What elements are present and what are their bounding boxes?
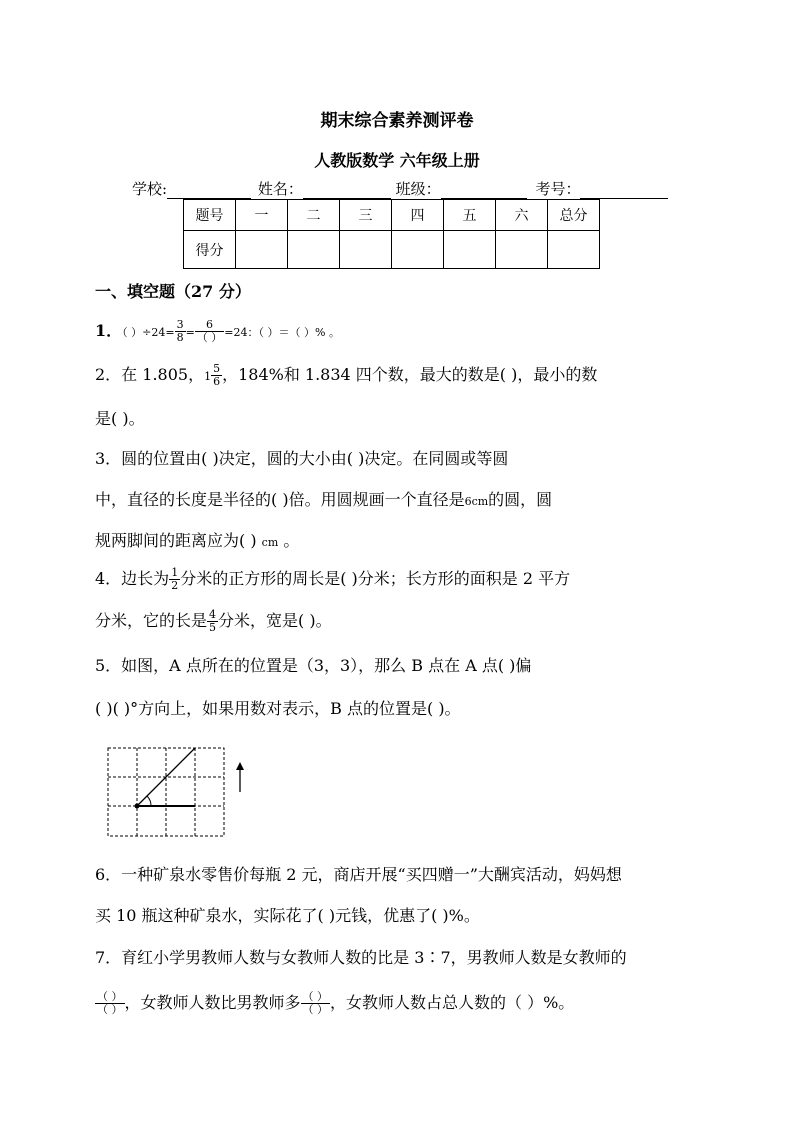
student-info-line	[132, 178, 668, 199]
score-table	[183, 199, 600, 269]
name-field[interactable]	[303, 182, 391, 199]
equals: =	[185, 326, 195, 339]
score-cell[interactable]	[288, 231, 340, 269]
question-2	[95, 362, 597, 388]
score-header-cell: 二	[288, 200, 340, 231]
question-6-line2: 买 10 瓶这种矿泉水，实际花了( )元钱，优惠了( )%。	[95, 906, 480, 925]
q2-text: ，184%和 1.834 四个数，最大的数是( )，最小的数	[222, 365, 598, 384]
score-header-cell: 总分	[548, 200, 600, 231]
q1-part2: =24：（ ）＝（ ）% 。	[224, 326, 340, 339]
score-row-label: 得分	[184, 231, 236, 269]
q2-text: 2．在 1.805，	[95, 365, 205, 384]
angle-arc	[147, 796, 151, 806]
score-table-score-row	[184, 231, 600, 269]
fraction: $\frac{1}{2}$	[171, 566, 179, 592]
score-cell[interactable]	[444, 231, 496, 269]
score-cell[interactable]	[340, 231, 392, 269]
class-label: 班级：	[395, 180, 441, 198]
position-grid-figure	[100, 730, 260, 842]
question-5: 5．如图，A 点所在的位置是（3，3），那么 B 点在 A 点( )偏	[95, 656, 532, 675]
blank-fraction[interactable]: $\frac{( )}{( )}$	[97, 990, 123, 1016]
mixed-whole: 1	[204, 370, 212, 383]
class-field[interactable]	[441, 182, 527, 199]
exam-no-field[interactable]	[580, 182, 668, 199]
fraction: $\frac{3}{8}$	[176, 318, 184, 344]
question-7: 7．育红小学男教师人数与女教师人数的比是 3∶7，男教师人数是女教师的	[95, 948, 627, 967]
school-field[interactable]	[167, 182, 251, 199]
question-4: 4．边长为 $\frac{1}{2}$ 分米的正方形的周长是( )分米；长方形的面积是 2 平方	[95, 566, 571, 592]
grid-lines	[108, 748, 224, 836]
score-table-header-row	[184, 200, 600, 231]
q1-part1: （ ）÷24=	[122, 326, 175, 339]
score-header-cell: 五	[444, 200, 496, 231]
score-cell[interactable]	[548, 231, 600, 269]
question-3-line3: 规两脚间的距离应为( ) cm 。	[95, 531, 300, 550]
score-cell[interactable]	[392, 231, 444, 269]
question-2-line2: 是( )。	[95, 409, 145, 428]
question-3: 3．圆的位置由( )决定，圆的大小由( )决定。在同圆或等圆	[95, 449, 509, 468]
question-6: 6．一种矿泉水零售价每瓶 2 元，商店开展“买四赠一”大酬宾活动，妈妈想	[95, 865, 622, 884]
north-arrowhead-icon	[236, 762, 244, 770]
question-7-line2: $\frac{( )}{( )}$ ，女教师人数比男教师多 $\frac{( )}{( )}$ ，女教师人数占总人数的（ ）%。	[97, 990, 575, 1016]
question-3-line2: 中，直径的长度是半径的( )倍。用圆规画一个直径是6cm的圆，圆	[95, 490, 553, 509]
fraction: $\frac{4}{5}$	[209, 608, 217, 634]
score-cell[interactable]	[496, 231, 548, 269]
score-header-cell: 题号	[184, 200, 236, 231]
score-header-cell: 四	[392, 200, 444, 231]
score-cell[interactable]	[236, 231, 288, 269]
blank-fraction[interactable]: $\frac{( )}{( )}$	[302, 990, 329, 1016]
score-header-cell: 六	[496, 200, 548, 231]
page-subtitle: 人教版数学 六年级上册	[314, 151, 480, 170]
name-label: 姓名：	[257, 180, 303, 198]
question-number: 1．	[95, 321, 123, 340]
fraction: $\frac{5}{6}$	[213, 362, 221, 388]
question-5-line2: ( )( )°方向上，如果用数对表示，B 点的位置是( )。	[95, 699, 461, 718]
score-header-cell: 三	[340, 200, 392, 231]
score-header-cell: 一	[236, 200, 288, 231]
exam-no-label: 考号：	[535, 180, 581, 198]
section-title: 一、填空题（27 分）	[95, 282, 251, 301]
page-title: 期末综合素养测评卷	[320, 111, 474, 131]
fraction: $\frac{6}{( )}$	[196, 318, 223, 344]
point-a	[135, 804, 140, 809]
question-1	[95, 318, 340, 344]
school-label: 学校:	[132, 180, 168, 198]
question-4-line2: 分米，它的长是 $\frac{4}{5}$ 分米，宽是( )。	[95, 608, 332, 634]
